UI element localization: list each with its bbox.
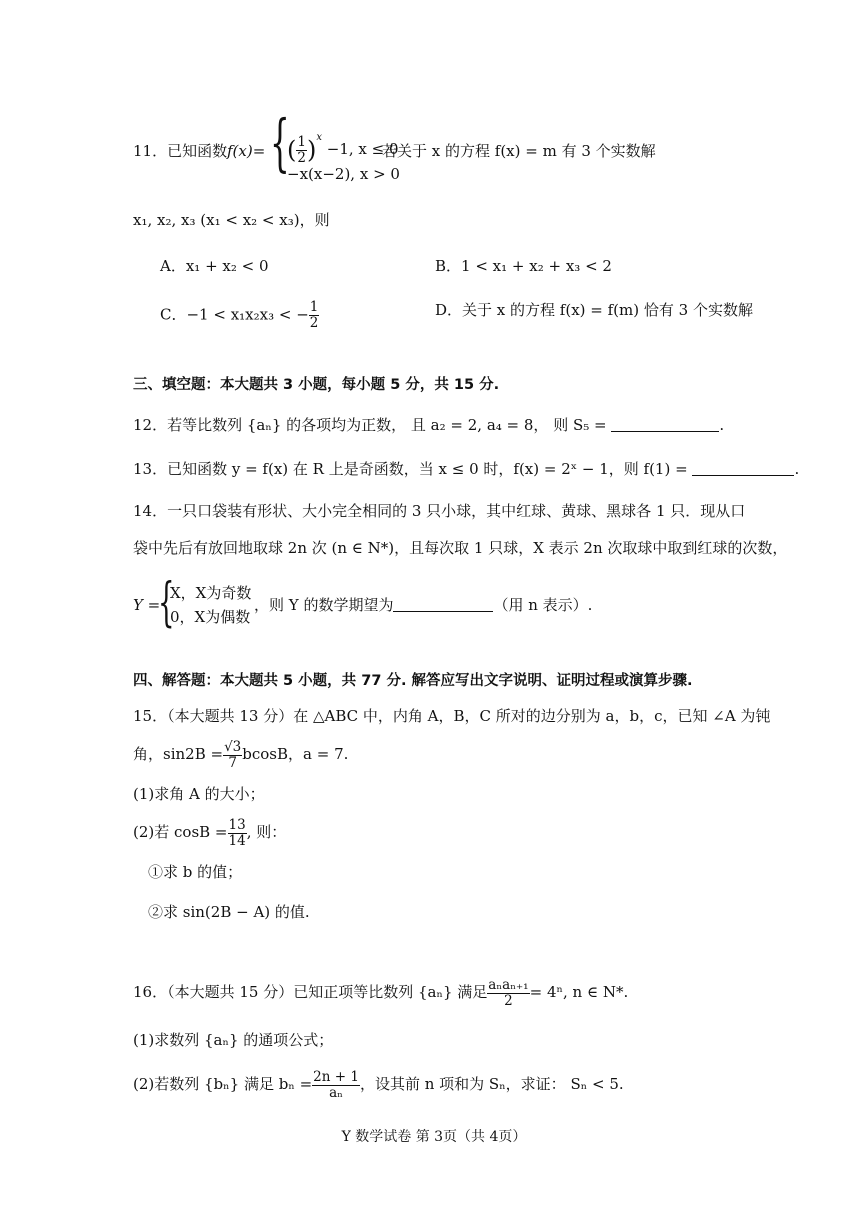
q15-part2-frac: $\frac{13}{14}$ (228, 816, 246, 849)
q15-sub1: ①求 b 的值； (148, 863, 243, 881)
q11-option-c: C．−1 < x₁x₂x₃ < − $\frac{1}{2}$ (160, 299, 319, 331)
q11-stem-line2: x₁, x₂, x₃ (x₁ < x₂ < x₃)，则 (133, 211, 330, 229)
q12-answer-blank[interactable] (611, 417, 719, 432)
q11-brace: { (270, 106, 290, 179)
q15-line1: 15．（本大题共 13 分）在 △ABC 中，内角 A，B，C 所对的边分别为 a，b，c，已知 ∠A 为钝 (133, 707, 771, 725)
q16-frac: $\frac{\text{aₙaₙ₊₁}}{2}$ (488, 976, 529, 1009)
page-footer: Y 数学试卷 第 3页（共 4页） (341, 1129, 527, 1145)
q11-fx: f(x)= (227, 142, 266, 160)
q14-case2: 0，X为偶数 (170, 608, 251, 626)
section3-title: 三、填空题：本大题共 3 小题，每小题 5 分，共 15 分. (133, 377, 500, 393)
q15-part2: (2)若 cosB = $\frac{13}{14}$ , 则： (133, 816, 287, 849)
q14-brace: { (158, 573, 175, 633)
q15-sub2: ②求 sin(2B − A) 的值. (148, 903, 310, 921)
q11-piece1-rest: −1, x ≤ 0 (326, 140, 399, 158)
q16-part2-frac: $\frac{2n + 1}{\text{aₙ}}$ (313, 1068, 359, 1101)
q14-line2: 袋中先后有放回地取球 2n 次 (n ∈ N*)，且每次取 1 只球，X 表示 2n 次取球中取到红球的次数， (133, 539, 788, 557)
q11-piece1-base: $\frac{1}{2}$ (297, 133, 306, 166)
q11-stem-post: 若关于 x 的方程 f(x) = m 有 3 个实数解 (382, 142, 656, 160)
q14-after: ，则 Y 的数学期望为 （用 n 表示）. (254, 596, 593, 614)
q11-option-c-frac: $\frac{1}{2}$ (309, 299, 319, 331)
q11-option-b: B．1 < x₁ + x₂ + x₃ < 2 (435, 257, 612, 275)
q14-y-def: Y = (133, 596, 161, 614)
q16-part2: (2)若数列 {bₙ} 满足 bₙ = $\frac{2n + 1}{\text{aₙ}}$ ，设其前 n 项和为 Sₙ，求证： Sₙ < 5. (133, 1068, 624, 1101)
q11-option-d: D．关于 x 的方程 f(x) = f(m) 恰有 3 个实数解 (435, 301, 753, 319)
q11-piece1: ( $\frac{1}{2}$ )$^x$ −1, x ≤ 0 (287, 132, 399, 166)
q13: 13．已知函数 y = f(x) 在 R 上是奇函数，当 x ≤ 0 时，f(x) = 2ˣ − 1，则 f(1) = . (133, 460, 800, 478)
q11-stem (133, 141, 227, 161)
q15-frac: $\frac{√3}{7}$ (224, 738, 242, 771)
q14-case1: X，X为奇数 (170, 584, 252, 602)
q11-option-a: A．x₁ + x₂ < 0 (160, 257, 269, 275)
q12: 12．若等比数列 {aₙ} 的各项均为正数， 且 a₂ = 2, a₄ = 8， 则 S₅ = . (133, 416, 725, 434)
q15-part1: (1)求角 A 的大小； (133, 785, 265, 803)
q11-stem-pre: 11．已知函数 (133, 142, 228, 160)
q14-answer-blank[interactable] (393, 597, 493, 612)
q11-piece2: −x(x−2), x > 0 (287, 165, 400, 183)
section4-title: 四、解答题：本大题共 5 小题，共 77 分. 解答应写出文字说明、证明过程或演算步骤. (133, 673, 693, 689)
q13-answer-blank[interactable] (692, 461, 794, 476)
q15-line2: 角，sin2B = $\frac{√3}{7}$ bcosB，a = 7. (133, 738, 349, 771)
q14-line1: 14．一只口袋装有形状、大小完全相同的 3 只小球，其中红球、黄球、黑球各 1 只．现从口 (133, 502, 746, 520)
q16-part1: (1)求数列 {aₙ} 的通项公式； (133, 1031, 334, 1049)
q16-line1: 16．（本大题共 15 分）已知正项等比数列 {aₙ} 满足 $\frac{\text{aₙaₙ₊₁}}{2}$ = 4ⁿ, n ∈ N*. (133, 976, 629, 1009)
